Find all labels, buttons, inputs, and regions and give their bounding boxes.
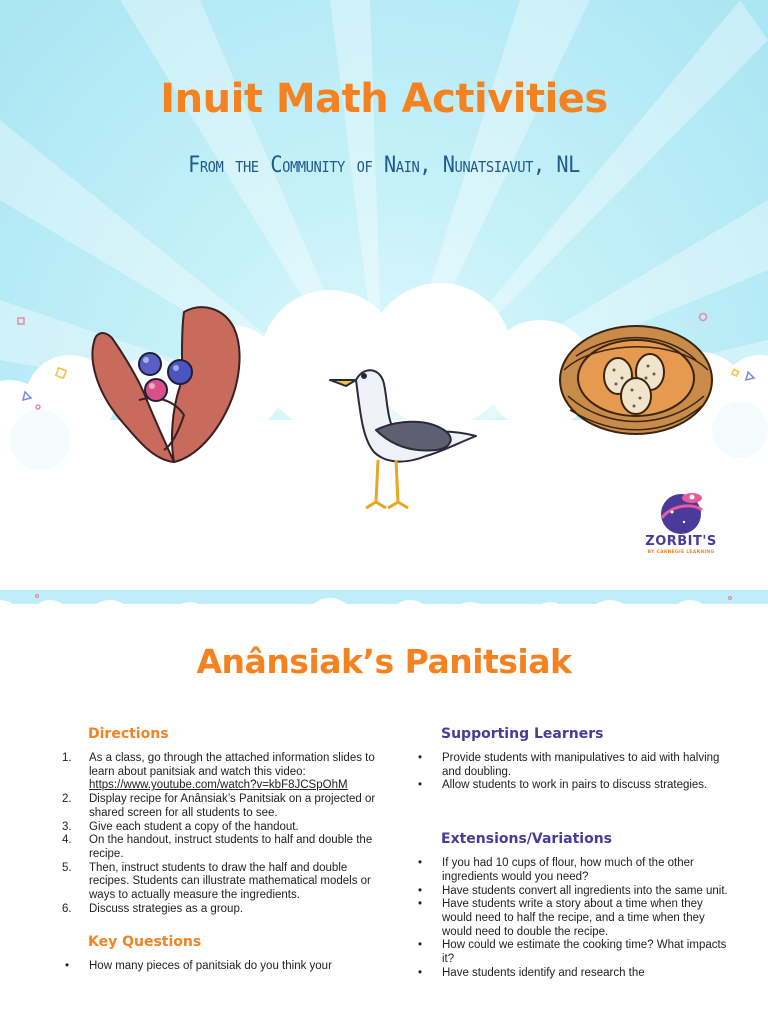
key-questions-list	[62, 960, 380, 974]
video-link[interactable]: https://www.youtube.com/watch?v=kbF8JCSpOhM	[89, 779, 348, 792]
bullet-icon: •	[65, 960, 70, 973]
directions-item: 6. Discuss strategies as a group.	[62, 902, 244, 915]
directions-list	[62, 752, 380, 916]
directions-item: 5. Then, instruct students to draw the half and double recipes. Students can illustrate mathematical models or ways to actually measure the ingredients.	[62, 861, 371, 902]
bullet-icon: •	[418, 898, 423, 911]
extensions-item: • Have students identify and research the	[418, 966, 645, 979]
directions-item: 3. Give each student a copy of the handout.	[62, 820, 299, 833]
bullet-icon: •	[418, 939, 423, 952]
supporting-learners-item: • Allow students to work in pairs to discuss strategies.	[418, 779, 708, 792]
extensions-item: • If you had 10 cups of flour, how much of the other ingredients would you need?	[418, 857, 694, 883]
extensions-list	[415, 857, 735, 980]
left-column	[62, 726, 380, 974]
supporting-learners-item: • Provide students with manipulatives to aid with halving and doubling.	[418, 752, 720, 778]
activity-title: Anânsiak’s Panitsiak	[196, 642, 572, 681]
supporting-learners-heading: Supporting Learners	[441, 726, 604, 742]
extensions-item: • Have students convert all ingredients into the same unit.	[418, 884, 728, 897]
directions-item: 2. Display recipe for Anânsiak’s Panitsiak on a projected or shared screen for all students to see.	[62, 793, 376, 819]
bullet-icon: •	[418, 752, 423, 764]
cover-title: Inuit Math Activities	[160, 76, 608, 122]
bullet-icon: •	[418, 779, 423, 792]
hands-with-berries-illustration	[84, 300, 249, 470]
directions-item: 1. As a class, go through the attached information slides to learn about panitsiak and watch this video: https://www.youtube.com/watch?v=kbF8JCSpOhM	[62, 752, 375, 792]
supporting-learners-list	[415, 752, 735, 793]
bullet-icon: •	[418, 857, 423, 870]
seagull-illustration	[326, 360, 486, 520]
key-question-item: • How many pieces of panitsiak do you think your	[65, 960, 332, 973]
bullet-icon: •	[418, 884, 423, 897]
zorbits-rocket-icon	[640, 488, 722, 534]
zorbits-logo	[640, 488, 722, 560]
activity-page	[0, 590, 768, 1024]
extensions-heading: Extensions/Variations	[441, 831, 612, 848]
directions-item: 4. On the handout, instruct students to half and double the recipe.	[62, 834, 373, 860]
brand-name: ZORBIT'S	[645, 534, 717, 549]
bullet-icon: •	[418, 966, 423, 979]
extensions-item: • How could we estimate the cooking time? What impacts it?	[418, 939, 727, 966]
nest-with-eggs-illustration	[556, 320, 716, 440]
top-cloud-border	[0, 590, 768, 630]
key-questions-heading: Key Questions	[88, 934, 202, 951]
extensions-item: • Have students write a story about a time when they would need to half the recipe, and a time when they would need to double the recipe.	[418, 898, 705, 938]
directions-heading: Directions	[88, 726, 169, 742]
right-column	[415, 726, 735, 980]
brand-tagline: BY CARNEGIE LEARNING	[647, 550, 715, 555]
cover-subtitle: From the Community of Nain, Nunatsiavut, NL	[188, 153, 580, 178]
